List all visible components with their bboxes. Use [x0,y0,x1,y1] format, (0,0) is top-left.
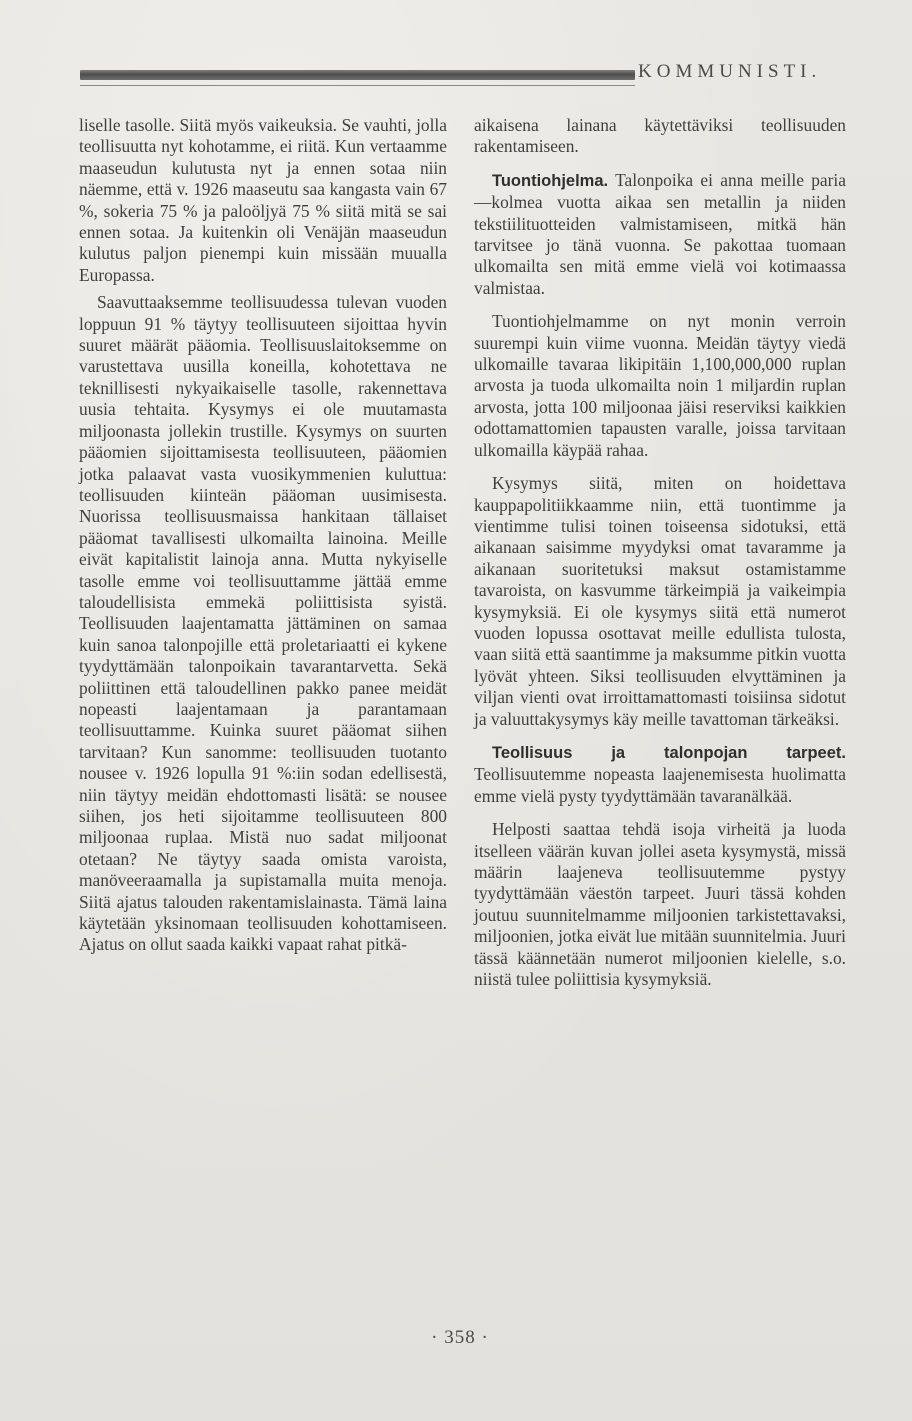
running-header-title: KOMMUNISTI. [638,61,822,82]
right-paragraph-4: Helposti saattaa tehdä isoja virheitä ja luoda itselleen väärän kuvan jollei aseta kysymystä, missä määrin laajeneva teollisuutemme pystyy tyydyttämään väestön tarpeet. Juuri tässä kohden joutuu suunnitelmamme miljoonien tarkistettavaksi, miljoonien, jotka eivät lue mitään suunnitelmia. Juuri tässä käännetään numerot miljoonien kielelle, s.o. niistä tulee poliittisia kysymyksiä. [474,819,846,990]
left-paragraph-1: liselle tasolle. Siitä myös vaikeuksia. Se vauhti, jolla teollisuutta nyt kohotamme, ei riitä. Kun vertaamme maaseudun kulutusta nyt ja ennen sotaa niin näemme, että v. 1926 maaseutu saa kangasta vain 67 %, sokeria 75 % ja paloöljyä 75 % siitä mitä se sai ennen sotaa. Ja kuitenkin oli Venäjän maaseudun kulutus paljon pienempi kuin missään muualla Europassa. [79,115,447,285]
header-rule [80,70,635,80]
right-paragraph-3: Kysymys siitä, miten on hoidettava kauppapolitiikkaamme niin, että tuontimme ja vientimme tulisi toinen toiseensa sidotuksi, että aikanaan saisimme myydyksi omat tavaramme ja aikanaan suoritetuksi maksut ostamistamme tavaroista, on kasvumme tärkeimpiä ja vaikeimpia kysymyksiä. Ei ole kysymys siitä että numerot vuoden lopussa osottavat meille edullista tulosta, vaan siitä että saantimme ja maksumme pitkin vuotta lyövät yhteen. Siksi teollisuuden elvyttäminen ja viljan vienti ovat irroittamattomasti toisiinsa sidotut ja valuuttakysymys käy meille tavattoman tärkeäksi. [474,473,846,729]
left-paragraph-2: Saavuttaaksemme teollisuudessa tulevan vuoden loppuun 91 % täytyy teollisuuteen sijoittaa hyvin suuret määrät pääomia. Teollisuuslaitoksemme on varustettava uusilla koneilla, kohotettava ne teknillisesti nykyaikaiselle tasolle, rakennettava uusia tehtaita. Kysymys ei ole muutamasta miljoonasta jollekin trustille. Kysymys on suurten pääomien sijoittamisesta teollisuuteen, pääomien jotka palaavat vasta vuosikymmenien kuluttua: teollisuuden kiinteän pääoman uusimisesta. Nuorissa teollisuusmaissa hankitaan tällaiset pääomat tavallisesti ulkomailta lainoina. Meille eivät kapitalistit lainoja anna. Mutta nykyiselle tasolle emme voi teollisuuttamme jättää emme taloudellisista emmekä poliittisista syistä. Teollisuuden laajentamatta jättäminen on samaa kuin sanoa talonpojille että proletariaatti ei kykene tyydyttämään talonpoikain tavarantarvetta. Sekä poliittinen että taloudellinen pakko panee meidät nopeasti laajentamaan ja parantamaan teollisuuttamme. Kuinka suuret pääomat siihen tarvitaan? Kun sanomme: teollisuuden tuotanto nousee v. 1926 lopulla 91 %:iin sodan edellisestä, niin täytyy meidän ehdottomasti lisätä: se nousee siihen, jos heti sijoitamme teollisuuteen 800 miljoonaa ruplaa. Mistä nuo sadat miljoonat otetaan? Ne täytyy saada omista varoista, manöveeraamalla ja supistamalla muita menoja. Siitä ajatus talouden rakentamislainasta. Tämä laina käytetään yksinomaan teollisuuden kohottamiseen. Ajatus on ollut saada kaikki vapaat rahat pitkä- [79,292,447,955]
right-paragraph-1: aikaisena lainana käytettäviksi teollisuuden rakentamiseen. [474,115,846,157]
right-column [474,115,846,990]
section-text-teollisuus: Teollisuutemme nopeasta laajenemisesta huolimatta emme vielä pysty tyydyttämään tavaranälkää. [474,764,846,806]
section-heading-teollisuus: Teollisuus ja talonpojan tarpeet. [492,743,846,762]
right-paragraph-2: Tuontiohjelmamme on nyt monin verroin suurempi kuin viime vuonna. Meidän täytyy viedä ulkomaille tavaraa likipitäin 1,100,000,000 ruplan arvosta ja tuoda ulkomailta noin 1 miljardin ruplan arvosta, jotta 100 miljoonaa jäisi reserviksi kaikkien odottamattomien tapausten varalle, joissa tarvitaan ulkomailla käypää rahaa. [474,311,846,460]
section-heading-tuontiohjelma: Tuontiohjelma. [492,171,609,190]
header-rule-thin [80,85,635,86]
section-text-tuontiohjelma: Talonpoika ei anna meille paria—kolmea vuotta aikaa sen metallin ja niiden tekstiilituotteiden valmistamiseen, mitkä hän tarvitsee jo tänä vuonna. Se pakottaa tuomaan ulkomailta sen mitä emme vielä voi kotimaassa valmistaa. [474,169,846,298]
section-teollisuus [474,742,846,807]
section-tuontiohjelma [474,170,846,299]
left-column [79,115,447,956]
page-number: · 358 · [431,1327,489,1348]
